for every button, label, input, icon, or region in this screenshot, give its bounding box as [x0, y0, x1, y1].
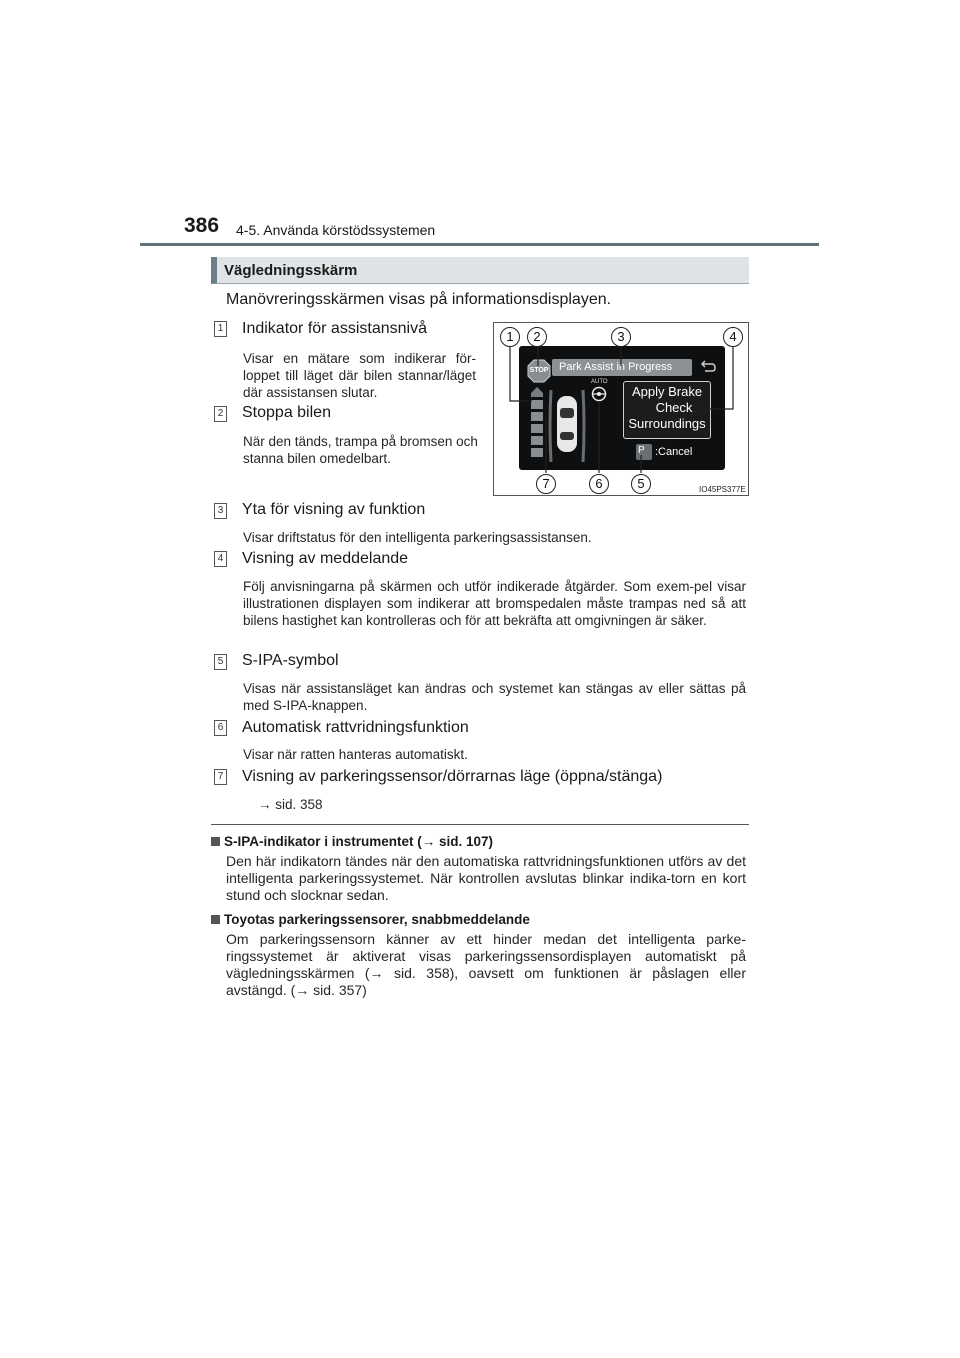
- item-desc-4: Följ anvisningarna på skärmen och utför indikerade åtgärder. Som exem-pel visar illustrationen displayen som indikerar att bromspedalen måste trampas ned så att bilens hastighet kan kontrolleras och för att bekräfta att omgivningen är säker.: [243, 579, 746, 628]
- item-title-3: Yta för visning av funktion: [242, 501, 426, 518]
- item-title-7: Visning av parkeringssensor/dörrarnas läge (öppna/stänga): [242, 768, 663, 785]
- item-title-6: Automatisk rattvridningsfunktion: [242, 719, 469, 736]
- stop-label: STOP: [529, 367, 549, 374]
- cancel-label: :Cancel: [655, 446, 693, 458]
- callout-3: 3: [611, 327, 631, 347]
- callout-4: 4: [723, 327, 743, 347]
- item-desc-7: → sid. 358: [258, 797, 323, 812]
- auto-label: AUTO: [591, 379, 608, 385]
- page-number: 386: [184, 214, 220, 237]
- intro-text: Manövreringsskärmen visas på informationsdisplayen.: [226, 291, 612, 308]
- item-title-1: Indikator för assistansnivå: [242, 320, 427, 337]
- item-desc-6: Visar när ratten hanteras automatiskt.: [243, 747, 468, 762]
- guidance-screen-figure: [493, 322, 749, 496]
- section-title: Vägledningsskärm: [224, 262, 358, 279]
- item-number-3: 3: [214, 503, 227, 519]
- figure-code: IO45PS377E: [699, 485, 746, 494]
- callout-1: 1: [500, 327, 520, 347]
- note-text-1: Den här indikatorn tändes när den automatiska rattvridningsfunktionen utförs av det intelligenta parkeringssystemet. När kontrollen avslutas blinkar indika-torn en kort stund och slocknar sedan.: [226, 853, 746, 903]
- status-text: Park Assist in Progress: [559, 361, 673, 373]
- item-number-5: 5: [214, 654, 227, 670]
- item-desc-3: Visar driftstatus för den intelligenta parkeringsassistansen.: [243, 530, 592, 545]
- item-title-4: Visning av meddelande: [242, 550, 409, 567]
- note-title-2: Toyotas parkeringssensorer, snabbmeddelande: [211, 912, 530, 927]
- callout-6: 6: [589, 474, 609, 494]
- item-number-1: 1: [214, 321, 227, 337]
- chapter-title: 4-5. Använda körstödssystemen: [236, 222, 436, 238]
- item-number-2: 2: [214, 406, 227, 422]
- header-divider: [140, 243, 819, 246]
- callout-5: 5: [631, 474, 651, 494]
- item-desc-2: När den tänds, trampa på bromsen och stanna bilen omedelbart.: [243, 434, 478, 466]
- note-title-1: S-IPA-indikator i instrumentet (→ sid. 107): [211, 834, 493, 849]
- item-number-4: 4: [214, 551, 227, 567]
- item-desc-1: Visar en mätare som indikerar för-loppet till läget där bilen stannar/läget där assistansen slutar.: [243, 351, 476, 400]
- item-number-6: 6: [214, 720, 227, 736]
- s-ipa-icon: P: [636, 444, 652, 460]
- note-text-2: Om parkeringssensorn känner av ett hinder medan det intelligenta parke-ringssystemet är aktiverat visas parkeringssensordisplayen automatiskt på vägledningsskärmen (→ sid. 358), oavsett om funktionen är påslagen eller avstängd. (→ sid. 357): [226, 931, 746, 998]
- bullet-square-icon: [211, 837, 220, 846]
- leader-lines: [494, 323, 750, 497]
- item-title-2: Stoppa bilen: [242, 404, 331, 421]
- callout-7: 7: [536, 474, 556, 494]
- bullet-square-icon: [211, 915, 220, 924]
- item-desc-5: Visas när assistansläget kan ändras och systemet kan stängas av eller sättas på med S-IPA-knappen.: [243, 681, 746, 713]
- item-title-5: S-IPA-symbol: [242, 652, 339, 669]
- item-number-7: 7: [214, 769, 227, 785]
- notes-divider: [211, 824, 749, 825]
- message-line-1: Apply Brake: [631, 384, 703, 399]
- message-line-3: Surroundings: [628, 416, 706, 431]
- message-line-2: Check: [655, 400, 693, 415]
- callout-2: 2: [527, 327, 547, 347]
